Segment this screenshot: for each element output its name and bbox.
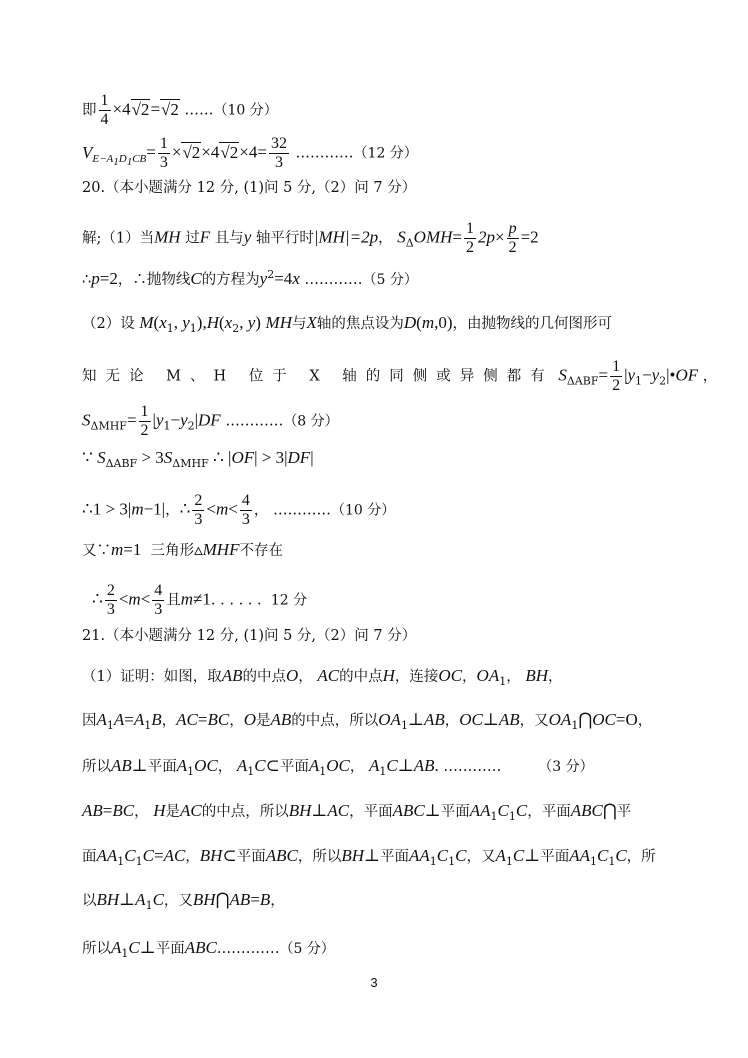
fraction-1-2: $\frac{1}{2}$ xyxy=(612,358,621,394)
text: 的中点，所以 xyxy=(201,804,289,820)
score-label: 12 分 xyxy=(270,592,308,609)
fraction-1-2: $\frac{1}{2}$ xyxy=(465,220,474,256)
score-label: （5 分） xyxy=(279,941,335,957)
dots: ………… xyxy=(304,271,363,288)
text: 所以 xyxy=(82,941,111,957)
line-2: $V_{E-A_1D_1CB}=$ $\frac{1}{3}$ ×√2×4√2×4= $\frac{32}{3}$ …………（12 分） xyxy=(82,135,418,171)
q20-line-4: 知无论 M、H 位于 X 轴的同侧或异侧都有 $S_{\Delta ABF}=$ $\frac{1}{2}$ $|y_1-y_2|•OF$ ， xyxy=(82,358,718,394)
fraction-1-3: $\frac{1}{3}$ xyxy=(159,135,168,171)
text: 是 xyxy=(256,713,271,729)
text-ji: 即 xyxy=(82,102,97,119)
text: ，所 xyxy=(626,849,656,865)
dots: …… xyxy=(184,102,214,119)
text: ， xyxy=(298,669,313,685)
text: （1）证明：如图，取 xyxy=(82,669,222,685)
text: 面 xyxy=(82,849,97,865)
text: ，又 xyxy=(466,849,496,865)
text: 平面 xyxy=(155,941,185,957)
text: ，平面 xyxy=(349,804,393,820)
text: 不存在 xyxy=(239,543,283,559)
text: （2）设 xyxy=(82,316,135,332)
fraction-4-3: $\frac{4}{3}$ xyxy=(154,582,163,618)
q21-header: 21.（本小题满分 12 分, (1)问 5 分,（2）问 7 分） xyxy=(82,628,417,644)
text: 又∵ xyxy=(82,543,111,559)
q21-line-3: 所以AB⊥平面$A_1OC$， $A_1C\subset$平面$A_1OC$， $A_1C\perp AB$. ………… （3 分） xyxy=(82,756,594,778)
text: 平面 xyxy=(147,759,177,775)
text: 平面 xyxy=(540,849,570,865)
text: 过 xyxy=(185,230,200,247)
line-1: 即 $\frac{1}{4}$ ×4√2=√2 ……（10 分） xyxy=(82,92,278,128)
text: ∴ xyxy=(82,271,92,288)
text: ，由抛物线的几何图形可 xyxy=(452,316,613,332)
text: 解;（1）当 xyxy=(82,230,155,247)
fraction-1-2: $\frac{1}{2}$ xyxy=(140,403,149,439)
text: 的中点 xyxy=(242,669,287,685)
dots: .………… xyxy=(216,941,280,957)
fraction-p-2: $\frac{p}{2}$ xyxy=(508,220,517,256)
q20-line-6: ∵ $S_{\Delta ABF} > 3S_{\Delta MHF}$ ∴ |OF| > 3|DF| xyxy=(82,448,314,470)
text: 三角形 xyxy=(150,543,195,559)
dots: ………… xyxy=(443,759,502,775)
fraction-2-3: $\frac{2}{3}$ xyxy=(106,582,115,618)
text: 因 xyxy=(82,713,97,729)
q20-line-1: 解;（1）当MH 过F 且与y 轴平行时|MH|=2p， $S_\Delta OMH=$ $\frac{1}{2}$ 2p× $\frac{p}{2}$ =2 xyxy=(82,220,539,256)
text: 以 xyxy=(82,893,97,909)
q20-line-5: $S_{\Delta MHF}=$ $\frac{1}{2}$ $|y_1-y_2|DF$ …………（8 分） xyxy=(82,403,339,439)
score-label: （10 分） xyxy=(213,102,278,119)
dots: ………… xyxy=(273,502,331,519)
q20-line-9: ∴ $\frac{2}{3}$ <m< $\frac{4}{3}$ 且m≠1. . . . . . 12 分 xyxy=(92,582,308,618)
fraction-4-3: $\frac{4}{3}$ xyxy=(241,492,250,528)
page-number: 3 xyxy=(370,975,378,990)
text: ， xyxy=(161,713,177,729)
text: 平 xyxy=(616,804,632,820)
text: 轴的焦点设为 xyxy=(316,316,404,332)
text: ，又 xyxy=(163,893,193,909)
q20-header: 20.（本小题满分 12 分, (1)问 5 分,（2）问 7 分） xyxy=(82,180,417,196)
q20-line-8: 又∵m=1 三角形▵MHF不存在 xyxy=(82,540,283,559)
text: 且 xyxy=(166,592,181,609)
text: 与 xyxy=(291,316,307,332)
score-label: （12 分） xyxy=(353,145,418,162)
q21-line-4: AB=BC， H是AC的中点，所以BH⊥AC，平面ABC⊥平面$AA_1C_1C$，平面ABC⋂平 xyxy=(82,801,632,823)
score-label: （5 分） xyxy=(362,271,418,288)
text: 的中点，所以 xyxy=(291,713,379,729)
dots: ………… xyxy=(225,413,284,430)
q20-line-2: ∴p=2，∴抛物线C的方程为$y^2=4x$ …………（5 分） xyxy=(82,268,418,288)
text: 平面 xyxy=(440,804,470,820)
q20-line-3: （2）设 $M(x_1$, $y_1),H(x_2$, y) MH与X轴的焦点设为D(m,0)，由抛物线的几何图形可 xyxy=(82,313,613,335)
score-label: （3 分） xyxy=(538,759,594,775)
dots: . . . . . . xyxy=(210,592,262,609)
text: 平面 xyxy=(236,849,266,865)
text: 平面 xyxy=(380,849,409,865)
text: 知无论 M、H 位于 X 轴的同侧或异侧都有 xyxy=(82,368,554,385)
text: ，所以 xyxy=(297,849,342,865)
q21-line-1: （1）证明：如图，取AB的中点O， AC的中点H，连接OC，$OA_1$， BH， xyxy=(82,666,563,688)
score-label: （8 分） xyxy=(283,413,339,430)
text: 的方程为 xyxy=(201,271,260,288)
fraction-32-3: $\frac{32}{3}$ xyxy=(270,135,287,171)
fraction-1-4: $\frac{1}{4}$ xyxy=(100,92,109,128)
q21-line-7: 所以$A_1C\perp$平面ABC.…………（5 分） xyxy=(82,938,335,960)
text: ，又 xyxy=(519,713,549,729)
q20-line-7: ∴1 > 3|m−1|，∴ $\frac{2}{3}$ <m< $\frac{4}{3}$ ， …………（10 分） xyxy=(82,492,396,528)
text: ，平面 xyxy=(527,804,571,820)
text: ，连接 xyxy=(394,669,439,685)
text: ，∴抛物线 xyxy=(117,271,191,288)
text: 轴平行时 xyxy=(255,230,314,247)
text: 且与 xyxy=(214,230,244,247)
q21-line-5: 面$AA_1C_1C=AC$，BH⊂平面ABC，所以BH⊥平面$AA_1C_1C$，又$A_1C\perp$平面$AA_1C_1C$，所 xyxy=(82,846,656,868)
score-label: （10 分） xyxy=(331,502,396,519)
dots: ………… xyxy=(295,145,354,162)
fraction-2-3: $\frac{2}{3}$ xyxy=(194,492,203,528)
text: 是 xyxy=(165,804,180,820)
q21-line-6: 以$BH\perp A_1C$，又BH⋂AB=B， xyxy=(82,890,285,912)
q21-line-2: 因$A_1A=A_1B$，AC=BC，O是AB的中点，所以$OA_1\perp AB$，OC⊥AB，又$OA_1⋂OC=O$， xyxy=(82,710,653,732)
text: 的中点 xyxy=(339,669,383,685)
text: 所以 xyxy=(82,759,111,775)
